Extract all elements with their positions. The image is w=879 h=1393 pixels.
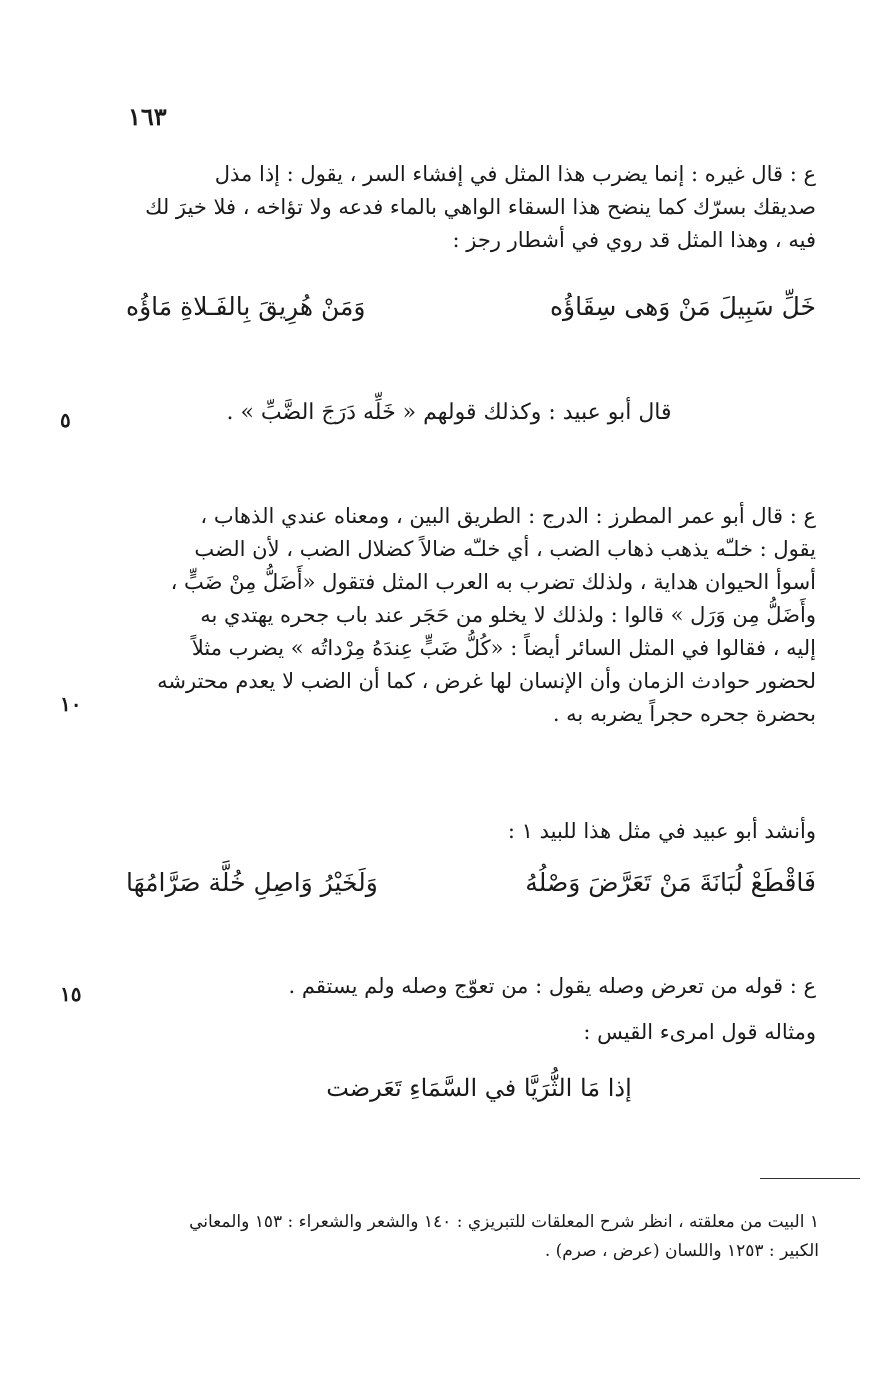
verse-1-hemistich-left: وَمَنْ هُرِيقَ بِالفَـلاةِ مَاؤُه: [126, 292, 366, 321]
paragraph-5: [121, 1016, 816, 1049]
footnote-line: ١ البيت من معلقته ، انظر شرح المعلقات للتبريزي : ١٤٠ والشعر والشعراء : ١٥٣ والمعاني: [189, 1212, 819, 1232]
verse-2-hemistich-right: فَاقْطَعْ لُبَانَةَ مَنْ تَعَرَّضَ وَصْلُهُ: [525, 868, 816, 897]
page-number: ١٦٣: [128, 102, 167, 131]
text-line: ومثاله قول امرىء القيس :: [583, 1020, 816, 1044]
text-line: ع : قوله من تعرض وصله يقول : من تعوّج وصله ولم يستقم .: [288, 974, 816, 998]
verse-1-hemistich-right: خَلِّ سَبِيلَ مَنْ وَهى سِقَاؤُه: [549, 292, 816, 321]
text-line: إليه ، فقالوا في المثل السائر أيضاً : «كُلُّ ضَبٍّ عِندَهُ مِرْداتُه » يضرب مثلاً: [191, 636, 816, 660]
text-line: صديقك بسرّك كما ينضح هذا السقاء الواهي بالماء فدعه ولا تؤاخه ، فلا خيرَ لك: [145, 195, 816, 219]
text-line: فيه ، وهذا المثل قد روي في أشطار رجز :: [452, 228, 816, 252]
section-heading: قال أبو عبيد : وكذلك قولهم « خَلِّه دَرَجَ الضَّبِّ » .: [226, 400, 672, 425]
text-line: بحضرة جحره حجراً يضربه به .: [552, 702, 816, 726]
text-line: ع : قال أبو عمر المطرز : الدرج : الطريق البين ، ومعناه عندي الذهاب ،: [200, 504, 816, 528]
footnote: [119, 1208, 819, 1266]
footnote-divider: [760, 1178, 860, 1179]
text-line: أسوأ الحيوان هداية ، ولذلك تضرب به العرب المثل فتقول «أَضَلُّ مِنْ ضَبٍّ ،: [170, 570, 816, 594]
paragraph-3: [121, 815, 816, 848]
text-line: وأَضَلُّ مِن وَرَل » قالوا : ولذلك لا يخلو من حَجَر عند باب جحره يهتدي به: [200, 603, 816, 627]
paragraph-2: [121, 500, 816, 731]
paragraph-4: [121, 970, 816, 1003]
verse-1: [126, 292, 816, 321]
text-line: ع : قال غيره : إنما يضرب هذا المثل في إفشاء السر ، يقول : إذا مذل: [214, 162, 816, 186]
text-line: لحضور حوادث الزمان وأن الإنسان لها غرض ، كما أن الضب لا يعدم محترشه: [157, 669, 816, 693]
line-number-15: ١٥: [60, 982, 82, 1006]
footnote-line: الكبير : ١٢٥٣ واللسان (عرض ، صرم) .: [544, 1241, 819, 1261]
verse-2: [126, 868, 816, 897]
line-number-10: ١٠: [60, 692, 82, 716]
verse-2-hemistich-left: وَلَخَيْرُ وَاصِلِ خُلَّة صَرَّامُهَا: [126, 868, 378, 897]
line-number-5: ٥: [60, 408, 71, 432]
paragraph-1: [121, 158, 816, 257]
text-line: وأنشد أبو عبيد في مثل هذا للبيد ١ :: [507, 819, 816, 843]
verse-3: إذا مَا الثُّرَيَّا في السَّمَاءِ تَعَرضت: [326, 1074, 632, 1102]
text-line: يقول : خلـّه يذهب ذهاب الضب ، أي خلـّه ضالاً كضلال الضب ، لأن الضب: [194, 537, 816, 561]
